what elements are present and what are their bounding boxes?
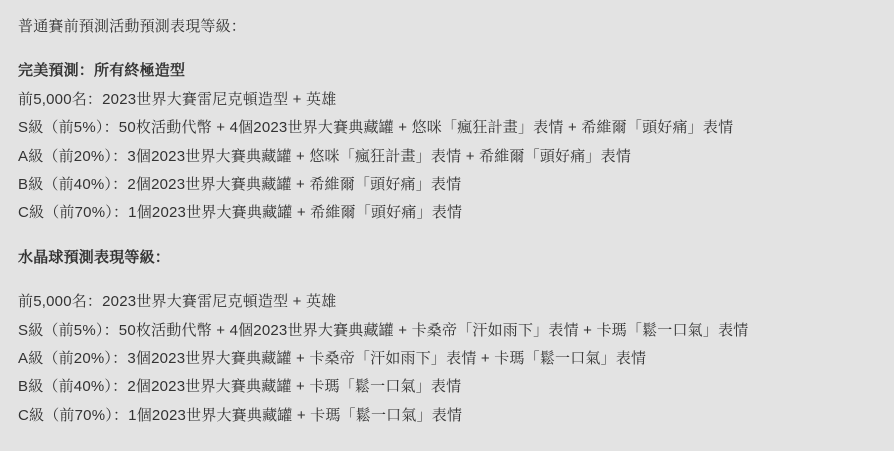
intro-paragraph — [18, 13, 876, 41]
section-crystal-ball-rewards — [18, 288, 876, 430]
section1-reward-s-tier: S級（前5%）：50枚活動代幣 + 4個2023世界大賽典藏罐 + 悠咪「瘋狂計畫」表情 + 希維爾「頭好痛」表情 — [18, 119, 734, 137]
section1-reward-c-tier: C級（前70%）：1個2023世界大賽典藏罐 + 希維爾「頭好痛」表情 — [18, 204, 463, 222]
section2-heading: 水晶球預測表現等級： — [18, 248, 171, 266]
section1-heading: 完美預測：所有終極造型 — [18, 62, 186, 80]
section2-reward-s-tier: S級（前5%）：50枚活動代幣 + 4個2023世界大賽典藏罐 + 卡桑帝「汗如雨下」表情 + 卡瑪「鬆一口氣」表情 — [18, 321, 749, 339]
intro-text: 普通賽前預測活動預測表現等級： — [18, 18, 247, 35]
section1-reward-a-tier: A級（前20%）：3個2023世界大賽典藏罐 + 悠咪「瘋狂計畫」表情 + 希維爾「頭好痛」表情 — [18, 147, 632, 165]
section2-reward-a-tier: A級（前20%）：3個2023世界大賽典藏罐 + 卡桑帝「汗如雨下」表情 + 卡瑪「鬆一口氣」表情 — [18, 350, 647, 368]
section-perfect-prediction — [18, 57, 876, 227]
section2-reward-top5000: 前5,000名：2023世界大賽雷尼克頓造型 + 英雄 — [18, 293, 337, 311]
section-crystal-ball-heading — [18, 244, 876, 272]
section1-reward-b-tier: B級（前40%）：2個2023世界大賽典藏罐 + 希維爾「頭好痛」表情 — [18, 176, 462, 194]
section2-reward-b-tier: B級（前40%）：2個2023世界大賽典藏罐 + 卡瑪「鬆一口氣」表情 — [18, 378, 462, 396]
section1-reward-top5000: 前5,000名：2023世界大賽雷尼克頓造型 + 英雄 — [18, 90, 337, 108]
section2-reward-c-tier: C級（前70%）：1個2023世界大賽典藏罐 + 卡瑪「鬆一口氣」表情 — [18, 406, 463, 424]
